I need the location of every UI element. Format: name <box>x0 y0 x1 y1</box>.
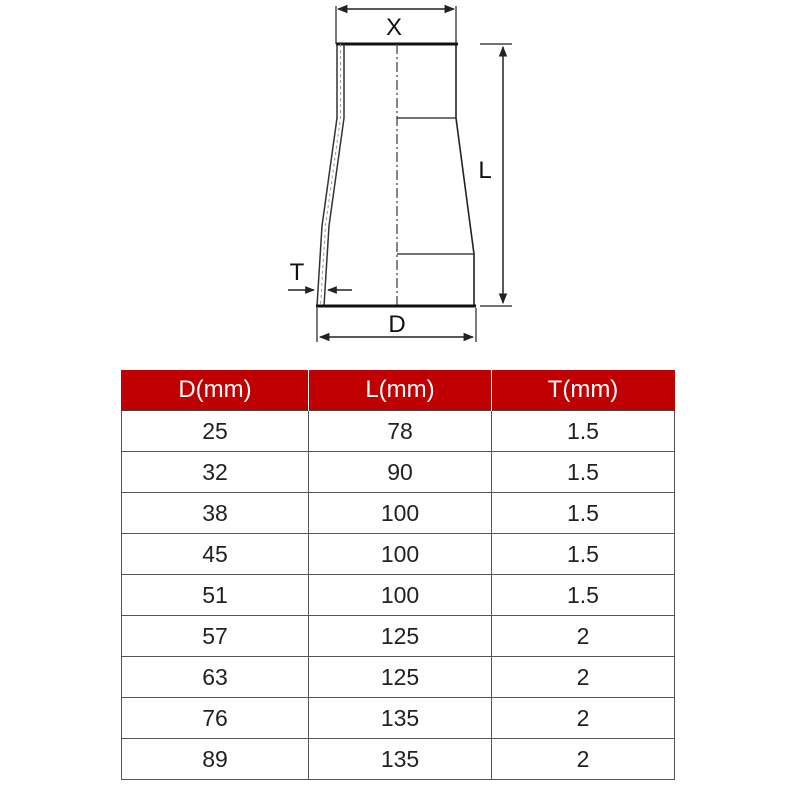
cell-d: 32 <box>122 452 309 493</box>
cell-t: 1.5 <box>492 575 675 616</box>
table-row <box>122 575 675 616</box>
cell-l: 135 <box>309 739 492 780</box>
table-row <box>122 452 675 493</box>
cell-t: 1.5 <box>492 411 675 452</box>
cell-d: 76 <box>122 698 309 739</box>
cell-d: 89 <box>122 739 309 780</box>
cell-t: 1.5 <box>492 452 675 493</box>
column-header-d: D(mm) <box>122 370 309 411</box>
cell-t: 2 <box>492 657 675 698</box>
cell-t: 2 <box>492 698 675 739</box>
cell-l: 125 <box>309 657 492 698</box>
cell-d: 25 <box>122 411 309 452</box>
table-header-row <box>122 370 675 411</box>
cell-l: 100 <box>309 575 492 616</box>
x-dimension <box>336 6 456 44</box>
reducer-body <box>316 44 476 306</box>
cell-d: 38 <box>122 493 309 534</box>
t-label: T <box>289 259 305 286</box>
l-label: L <box>478 157 492 184</box>
table-row <box>122 534 675 575</box>
table-row <box>122 616 675 657</box>
cell-l: 135 <box>309 698 492 739</box>
cell-d: 63 <box>122 657 309 698</box>
cell-d: 45 <box>122 534 309 575</box>
table-row <box>122 657 675 698</box>
cell-d: 51 <box>122 575 309 616</box>
l-dimension <box>478 44 512 306</box>
cell-d: 57 <box>122 616 309 657</box>
column-header-l: L(mm) <box>309 370 492 411</box>
cell-l: 100 <box>309 534 492 575</box>
cell-l: 125 <box>309 616 492 657</box>
column-header-t: T(mm) <box>492 370 675 411</box>
d-dimension <box>317 308 476 342</box>
spec-table <box>121 370 675 780</box>
x-label: X <box>385 14 403 41</box>
cell-t: 2 <box>492 616 675 657</box>
cell-l: 78 <box>309 411 492 452</box>
cell-l: 100 <box>309 493 492 534</box>
d-label: D <box>388 311 406 338</box>
reducer-diagram <box>0 0 800 360</box>
table-row <box>122 493 675 534</box>
cell-t: 2 <box>492 739 675 780</box>
table-row <box>122 698 675 739</box>
cell-t: 1.5 <box>492 534 675 575</box>
table-row <box>122 411 675 452</box>
cell-l: 90 <box>309 452 492 493</box>
table-row <box>122 739 675 780</box>
cell-t: 1.5 <box>492 493 675 534</box>
